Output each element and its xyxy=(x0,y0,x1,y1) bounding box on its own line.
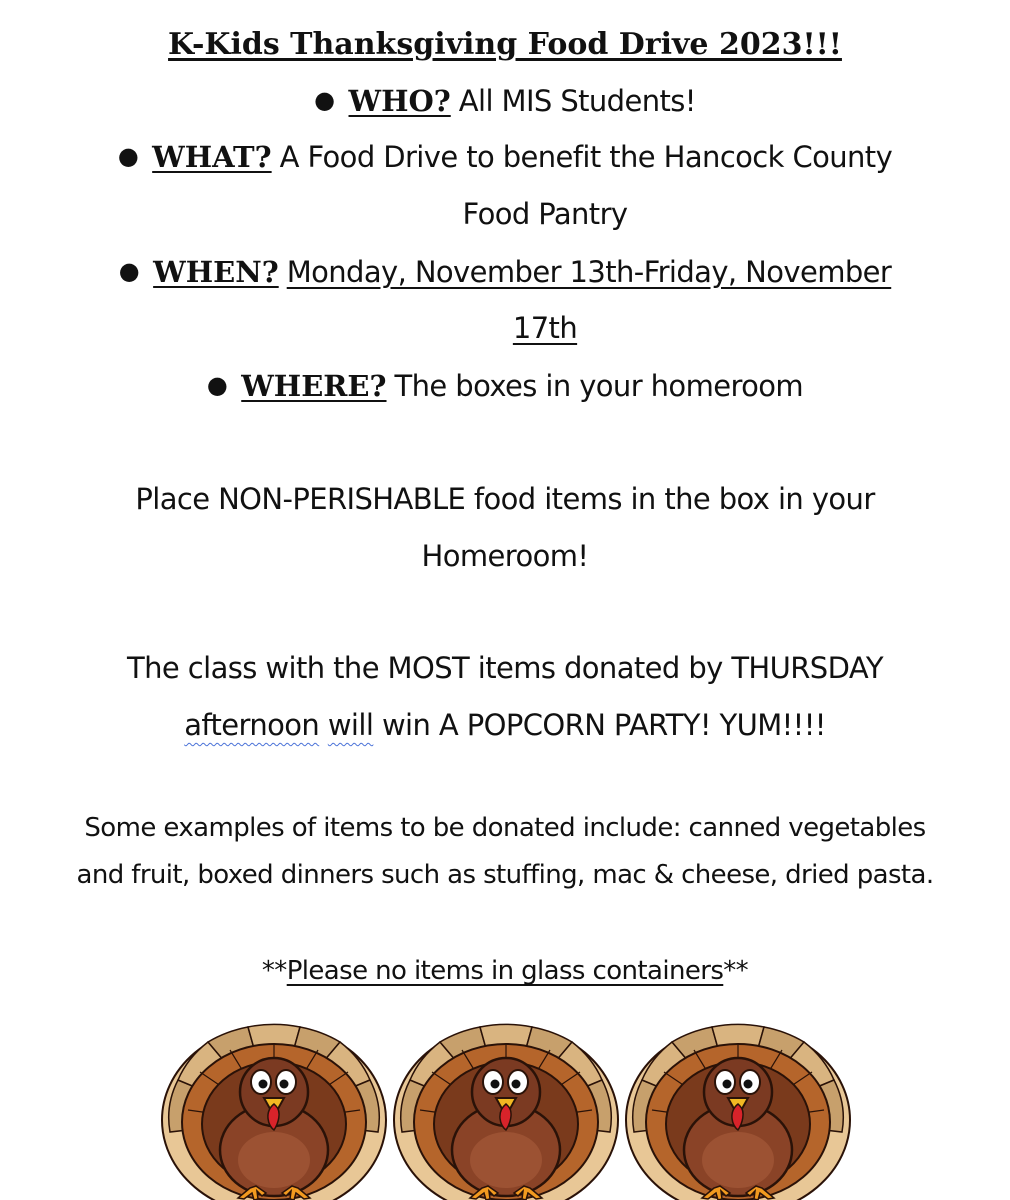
bullet-who xyxy=(0,84,1010,118)
examples-line1: Some examples of items to be donated include: canned vegetables xyxy=(84,813,926,843)
bullet-dot: ● xyxy=(206,371,228,399)
spellcheck-word-afternoon[interactable]: afternoon xyxy=(184,708,320,742)
turkey-icon xyxy=(390,1000,622,1200)
spellcheck-word-will[interactable]: will xyxy=(327,708,374,742)
who-label: WHO? xyxy=(348,84,451,118)
place-line2: Homeroom! xyxy=(421,539,589,573)
where-text: The boxes in your homeroom xyxy=(394,369,804,403)
where-label: WHERE? xyxy=(241,369,387,403)
who-text: All MIS Students! xyxy=(458,84,696,118)
when-line2-wrap xyxy=(40,311,1010,345)
when-text-line2: 17th xyxy=(512,311,578,345)
contest-line2-rest: win A POPCORN PARTY! YUM!!!! xyxy=(381,708,826,742)
when-label: WHEN? xyxy=(153,255,279,289)
place-line1: Place NON-PERISHABLE food items in the box in your xyxy=(135,482,875,516)
bullet-when xyxy=(0,255,1010,289)
glass-note xyxy=(0,958,1010,984)
contest-line1: The class with the MOST items donated by THURSDAY xyxy=(127,651,883,685)
contest-line2 xyxy=(0,708,1010,742)
turkey-icon xyxy=(622,1000,854,1200)
bullet-where xyxy=(0,369,1010,403)
flyer-title: K-Kids Thanksgiving Food Drive 2023!!! xyxy=(168,27,842,62)
what-text-line2: Food Pantry xyxy=(462,197,628,231)
examples-line2: and fruit, boxed dinners such as stuffing, mac & cheese, dried pasta. xyxy=(76,860,934,890)
turkey-icon xyxy=(158,1000,390,1200)
turkey-row xyxy=(0,1000,1010,1200)
what-text-line1: A Food Drive to benefit the Hancock County xyxy=(279,140,893,174)
what-label: WHAT? xyxy=(152,140,272,174)
bullet-dot: ● xyxy=(314,86,335,114)
note-text: Please no items in glass containers xyxy=(286,956,724,986)
bullet-dot: ● xyxy=(118,257,140,285)
bullet-dot: ● xyxy=(117,142,139,170)
note-suffix: ** xyxy=(723,956,749,986)
note-prefix: ** xyxy=(261,956,287,986)
bullet-what xyxy=(0,140,1010,174)
when-text-line1: Monday, November 13th-Friday, November xyxy=(286,255,892,289)
